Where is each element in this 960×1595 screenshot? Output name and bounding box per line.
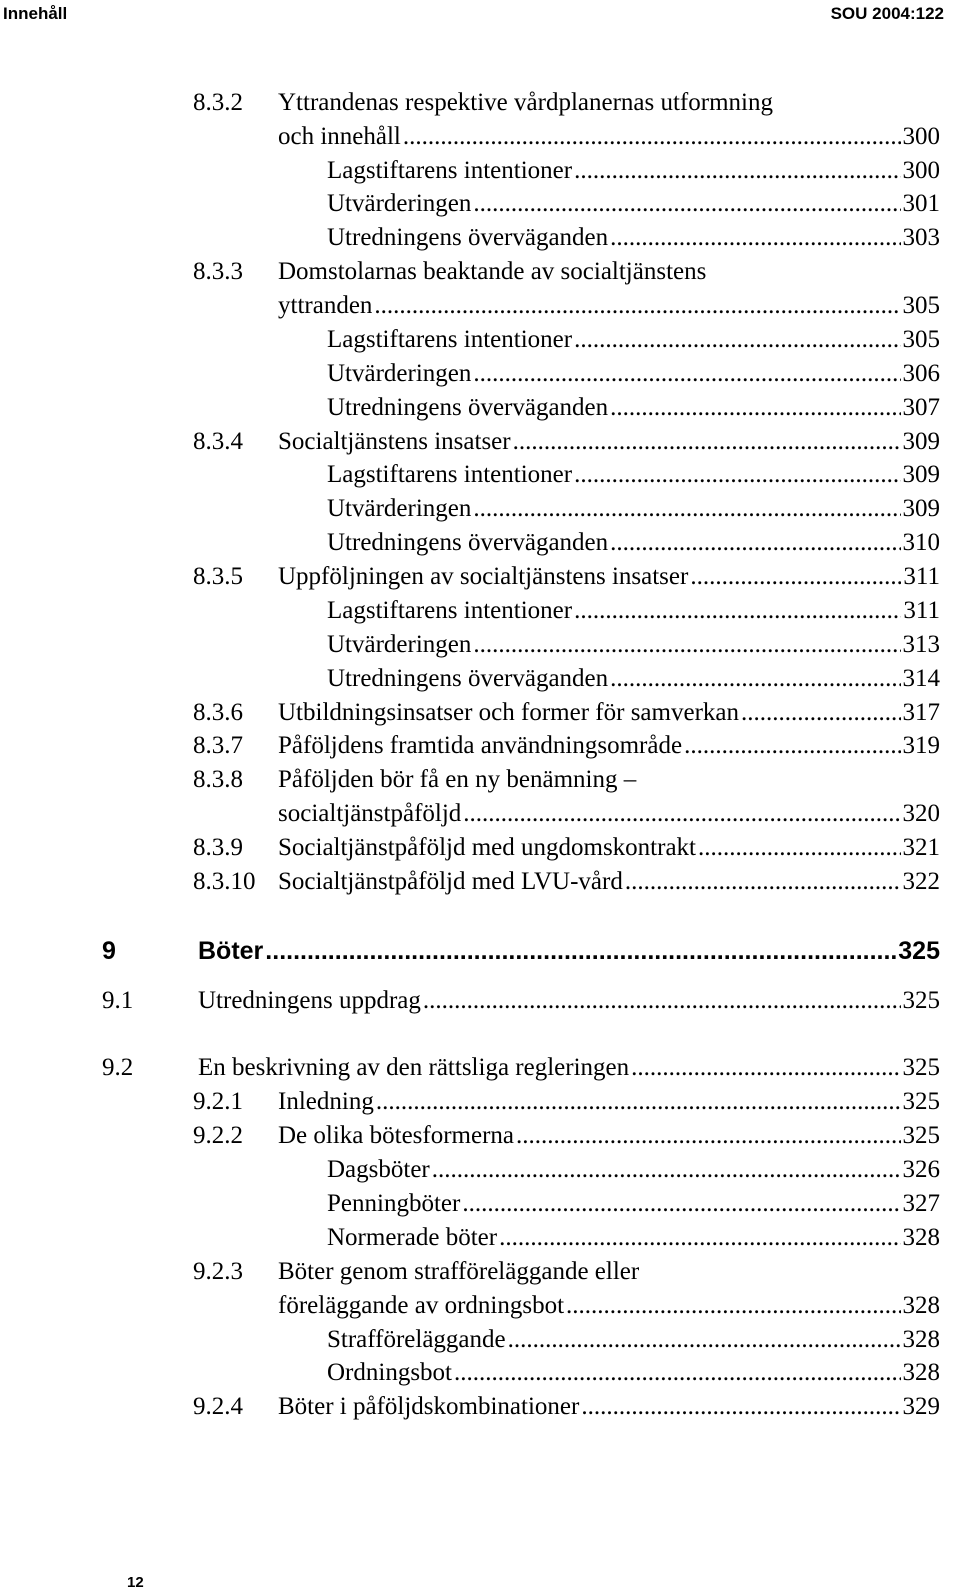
toc-entry-title: Böter genom strafföreläggande eller (278, 1258, 640, 1285)
toc-entry[interactable] (0, 696, 940, 730)
toc-entry[interactable] (0, 187, 940, 221)
running-header-report-id: SOU 2004:122 (830, 4, 944, 23)
toc-page-number: 311 (903, 563, 940, 590)
toc-entry-line (278, 1255, 639, 1289)
toc-page-number: 319 (902, 732, 940, 759)
toc-entry-line (278, 1289, 940, 1323)
toc-entry[interactable] (0, 221, 940, 255)
toc-entry[interactable] (0, 1289, 940, 1323)
toc-entry-line (327, 594, 940, 628)
toc-section-number: 9.2.3 (193, 1258, 243, 1285)
toc-section-number: 9.1 (102, 987, 134, 1014)
toc-dot-leader (513, 425, 901, 459)
toc-entry-title: yttranden (278, 292, 373, 319)
toc-dot-leader (462, 1187, 900, 1221)
toc-dot-leader (473, 357, 900, 391)
toc-entry-line (327, 187, 940, 221)
toc-entry-line (278, 1390, 940, 1424)
toc-entry[interactable] (0, 357, 940, 391)
toc-dot-leader (698, 831, 901, 865)
toc-entry-title: Utvärderingen (327, 360, 472, 387)
toc-entry[interactable] (0, 120, 940, 154)
toc-page-number: 307 (902, 394, 940, 421)
toc-entry-title: Utvärderingen (327, 190, 472, 217)
toc-dot-leader (574, 458, 900, 492)
toc-page-number: 306 (902, 360, 940, 387)
toc-entry[interactable] (0, 391, 940, 425)
toc-entry-title: och innehåll (278, 123, 401, 150)
toc-dot-leader (574, 154, 900, 188)
toc-entry-line (327, 662, 940, 696)
toc-entry-title: Lagstiftarens intentioner (327, 326, 573, 353)
toc-dot-leader (374, 289, 900, 323)
toc-entry-title: föreläggande av ordningsbot (278, 1292, 565, 1319)
toc-entry[interactable] (0, 425, 940, 459)
toc-page-number: 305 (902, 292, 940, 319)
toc-page-number: 314 (902, 665, 940, 692)
toc-entry-title: Utredningens överväganden (327, 394, 609, 421)
toc-entry-line (278, 1119, 940, 1153)
toc-entry[interactable] (0, 560, 940, 594)
toc-section-number: 9.2.4 (193, 1393, 243, 1420)
toc-dot-leader (463, 797, 900, 831)
toc-entry[interactable] (0, 1153, 940, 1187)
toc-dot-leader (684, 729, 900, 763)
toc-entry-title: Utredningens uppdrag (198, 987, 421, 1014)
toc-entry-line (278, 729, 940, 763)
toc-dot-leader (610, 221, 900, 255)
toc-dot-leader (403, 120, 901, 154)
toc-entry-title: Utredningens överväganden (327, 224, 609, 251)
toc-dot-leader (516, 1119, 900, 1153)
toc-entry-title: Socialtjänstpåföljd med ungdomskontrakt (278, 834, 696, 861)
toc-entry-line (327, 1187, 940, 1221)
toc-dot-leader (473, 187, 900, 221)
toc-entry-line (278, 696, 940, 730)
toc-section-number: 8.3.8 (193, 766, 243, 793)
toc-entry-title: Strafföreläggande (327, 1326, 506, 1353)
toc-entry[interactable] (0, 86, 940, 120)
toc-page-number: 328 (902, 1292, 940, 1319)
toc-entry-title: Socialtjänstpåföljd med LVU-vård (278, 868, 623, 895)
toc-entry-line (327, 458, 940, 492)
toc-dot-leader (454, 1356, 901, 1390)
toc-entry-title: Penningböter (327, 1190, 461, 1217)
toc-entry-title: Socialtjänstens insatser (278, 428, 511, 455)
toc-page-number: 322 (902, 868, 940, 895)
toc-entry[interactable] (0, 831, 940, 865)
toc-entry-line (327, 628, 940, 662)
toc-page-number: 328 (902, 1224, 940, 1251)
toc-entry[interactable] (0, 984, 940, 1018)
toc-entry-line (327, 1153, 940, 1187)
toc-page-number: 313 (902, 631, 940, 658)
toc-entry[interactable] (0, 1187, 940, 1221)
toc-entry-line (327, 357, 940, 391)
toc-dot-leader (610, 526, 900, 560)
toc-entry-title: Utbildningsinsatser och former för samverkan (278, 699, 739, 726)
toc-entry-line (278, 831, 940, 865)
toc-entry[interactable] (0, 323, 940, 357)
toc-dot-leader (610, 662, 900, 696)
toc-entry-line (278, 560, 940, 594)
toc-entry-line (198, 934, 940, 968)
toc-dot-leader (423, 984, 901, 1018)
toc-page-number: 325 (902, 1088, 940, 1115)
toc-entry-line (278, 865, 940, 899)
toc-entry-line (278, 289, 940, 323)
toc-entry[interactable] (0, 458, 940, 492)
toc-dot-leader (473, 628, 900, 662)
toc-entry-line (198, 1051, 940, 1085)
toc-entry-title: Påföljdens framtida användningsområde (278, 732, 683, 759)
toc-entry-line (278, 255, 706, 289)
toc-entry-title: Utredningens överväganden (327, 665, 609, 692)
toc-entry-line (327, 526, 940, 560)
toc-dot-leader (581, 1390, 900, 1424)
toc-dot-leader (690, 560, 901, 594)
toc-page-number: 326 (902, 1156, 940, 1183)
toc-entry[interactable] (0, 594, 940, 628)
toc-entry[interactable] (0, 1085, 940, 1119)
toc-entry-line (278, 425, 940, 459)
toc-entry-title: Inledning (278, 1088, 374, 1115)
toc-entry-line (278, 86, 773, 120)
toc-page-number: 325 (902, 1122, 940, 1149)
toc-page-number: 300 (902, 123, 940, 150)
toc-entry-title: Utvärderingen (327, 631, 472, 658)
toc-entry-line (327, 391, 940, 425)
toc-page-number: 309 (902, 495, 940, 522)
running-header-section: Innehåll (3, 4, 68, 23)
toc-page-number: 305 (902, 326, 940, 353)
toc-entry[interactable] (0, 289, 940, 323)
toc-page-number: 329 (902, 1393, 940, 1420)
toc-page-number: 320 (902, 800, 940, 827)
toc-dot-leader (574, 594, 901, 628)
toc-entry-line (327, 154, 940, 188)
toc-entry-title: Utredningens överväganden (327, 529, 609, 556)
toc-page-number: 310 (902, 529, 940, 556)
toc-dot-leader (376, 1085, 901, 1119)
toc-entry-title: Lagstiftarens intentioner (327, 597, 573, 624)
toc-page-number: 301 (902, 190, 940, 217)
toc-entry[interactable] (0, 628, 940, 662)
toc-page-number: 309 (902, 428, 940, 455)
toc-entry[interactable] (0, 763, 940, 797)
toc-entry[interactable] (0, 865, 940, 899)
toc-page-number: 325 (898, 937, 940, 965)
toc-dot-leader (631, 1051, 900, 1085)
toc-entry-line (327, 1323, 940, 1357)
toc-entry-title: Utvärderingen (327, 495, 472, 522)
toc-entry-line (327, 323, 940, 357)
toc-entry-title: Uppföljningen av socialtjänstens insatser (278, 563, 689, 590)
toc-page-number: 300 (902, 157, 940, 184)
toc-dot-leader (741, 696, 901, 730)
toc-entry-title: socialtjänstpåföljd (278, 800, 462, 827)
toc-entry[interactable] (0, 154, 940, 188)
toc-entry[interactable] (0, 797, 940, 831)
toc-entry-line (278, 120, 940, 154)
toc-page-number: 328 (902, 1326, 940, 1353)
toc-section-number: 8.3.5 (193, 563, 243, 590)
toc-entry-title: De olika bötesformerna (278, 1122, 515, 1149)
toc-section-number: 9.2 (102, 1054, 134, 1081)
toc-entry[interactable] (0, 526, 940, 560)
toc-entry-line (278, 1085, 940, 1119)
toc-page-number: 321 (902, 834, 940, 861)
toc-dot-leader (574, 323, 900, 357)
toc-entry[interactable] (0, 1390, 940, 1424)
toc-section-number: 8.3.10 (193, 868, 256, 895)
toc-section-number: 8.3.2 (193, 89, 243, 116)
toc-dot-leader (473, 492, 900, 526)
toc-entry-line (327, 492, 940, 526)
page-number: 12 (127, 1574, 144, 1591)
toc-entry[interactable] (0, 1221, 940, 1255)
toc-entry-line (327, 1356, 940, 1390)
toc-entry-line (327, 1221, 940, 1255)
toc-page-number: 327 (902, 1190, 940, 1217)
toc-dot-leader (265, 934, 896, 968)
toc-entry[interactable] (0, 1323, 940, 1357)
toc-dot-leader (499, 1221, 900, 1255)
toc-entry-title: Böter i påföljdskombinationer (278, 1393, 580, 1420)
toc-entry[interactable] (0, 1356, 940, 1390)
toc-section-number: 8.3.4 (193, 428, 243, 455)
toc-entry-title: Ordningsbot (327, 1359, 452, 1386)
toc-entry-title: Normerade böter (327, 1224, 498, 1251)
toc-page-number: 325 (902, 1054, 940, 1081)
toc-entry-title: En beskrivning av den rättsliga regleringen (198, 1054, 630, 1081)
toc-entry[interactable] (0, 492, 940, 526)
toc-entry[interactable] (0, 1119, 940, 1153)
toc-section-number: 9 (102, 937, 116, 965)
toc-page-number: 317 (902, 699, 940, 726)
toc-entry-title: Böter (198, 937, 264, 965)
toc-dot-leader (566, 1289, 900, 1323)
toc-page-number: 325 (902, 987, 940, 1014)
toc-page-number: 311 (903, 597, 940, 624)
toc-entry-title: Lagstiftarens intentioner (327, 157, 573, 184)
toc-entry[interactable] (0, 1255, 940, 1289)
toc-dot-leader (610, 391, 900, 425)
toc-entry-title: Yttrandenas respektive vårdplanernas utformning (278, 89, 773, 116)
toc-dot-leader (432, 1153, 901, 1187)
toc-section-number: 8.3.9 (193, 834, 243, 861)
toc-entry-title: Domstolarnas beaktande av socialtjänstens (278, 258, 707, 285)
toc-section-number: 8.3.7 (193, 732, 243, 759)
toc-entry-title: Lagstiftarens intentioner (327, 461, 573, 488)
toc-entry-line (278, 763, 636, 797)
toc-entry[interactable] (0, 729, 940, 763)
toc-entry[interactable] (0, 1051, 940, 1085)
toc-entry-title: Dagsböter (327, 1156, 430, 1183)
toc-entry-line (198, 984, 940, 1018)
toc-page-number: 303 (902, 224, 940, 251)
toc-page-number: 309 (902, 461, 940, 488)
toc-section-number: 9.2.2 (193, 1122, 243, 1149)
toc-dot-leader (508, 1323, 901, 1357)
toc-section-number: 8.3.6 (193, 699, 243, 726)
toc-entry[interactable] (0, 934, 940, 968)
toc-entry-line (327, 221, 940, 255)
toc-page-number: 328 (902, 1359, 940, 1386)
toc-entry[interactable] (0, 662, 940, 696)
toc-entry[interactable] (0, 255, 940, 289)
toc-dot-leader (625, 865, 901, 899)
toc-entry-title: Påföljden bör få en ny benämning – (278, 766, 637, 793)
toc-section-number: 8.3.3 (193, 258, 243, 285)
toc-section-number: 9.2.1 (193, 1088, 243, 1115)
toc-entry-line (278, 797, 940, 831)
